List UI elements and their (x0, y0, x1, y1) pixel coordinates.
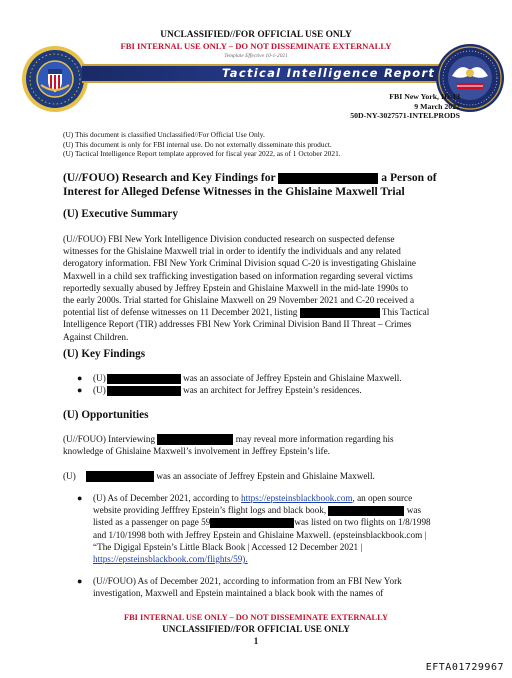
body-line: Maxwell in a child sex trafficking investigation based on information regarding several victims (63, 270, 413, 281)
body-line: (U//FOUO) FBI New York Intelligence Division conducted research on suspected defense (63, 234, 395, 244)
source-link[interactable]: https://epsteinsblackbook.com (240, 493, 353, 503)
body-line: the early 2000s. Trial started for Ghislaine Maxwell on 29 November 2021 and C-20 received a (63, 295, 415, 306)
body-line: derogatory information. FBI New York Criminal Division squad C-20 is investigating Ghislaine (63, 258, 416, 269)
opportunities-heading: (U) Opportunities (63, 409, 149, 421)
list-item: ● (U) was an associate of Jeffrey Epstein and Ghislaine Maxwell. (77, 373, 402, 383)
bullet-icon: ● (77, 373, 83, 383)
bullet-icon: ● (77, 576, 83, 587)
redaction-box (107, 386, 181, 396)
list-item: ● (U) As of December 2021, according to https://epsteinsblackbook.com, an open source website providing Jefffrey Epstein’s flight logs and black book, was listed as a passenger on page 59 was listed on two flights on 1/8/1998 and 1/10/1998 both with Jeffrey Epstein and Ghislaine Maxwell. (epsteinsblackbook.com | “The Digigal Epstein’s Little Black Book | Accessed 12 December 2021 | https://epsteinsblackbook.com/flights/59). (75, 492, 490, 565)
office-line: FBI New York, ID-13 (389, 92, 460, 101)
bates-number: EFTA01729967 (425, 662, 504, 673)
body-line: knowledge of Ghislaine Maxwell’s involvement in Jeffrey Epstein’s life. (63, 446, 330, 457)
page-number: 1 (253, 636, 259, 646)
bullet-icon: ● (77, 385, 83, 396)
handling-notices (63, 130, 341, 159)
body-line: (U//FOUO) Interviewing may reveal more information regarding his (63, 434, 394, 444)
supporting-bullets (75, 492, 490, 600)
notice-line: (U) Tactical Intelligence Report template approved for fiscal year 2022, as of 1 October 2021. (63, 149, 341, 159)
redaction-box (210, 518, 294, 528)
list-item: ● (U//FOUO) As of December 2021, according to information from an FBI New York investigation, Maxwell and Epstein maintained a black book with the names of (77, 576, 402, 599)
opportunities-body (63, 433, 483, 458)
body-line: potential list of defense witnesses on 11 December 2021, listing This Tactical (63, 307, 430, 318)
redaction-box (328, 506, 404, 516)
notice-line: (U) This document is classified Unclassified//For Official Use Only. (63, 130, 265, 139)
date-line: 9 March 2022 (414, 101, 460, 111)
body-line: Against Children. (63, 331, 129, 342)
file-number-line: 50D-NY-3027571-INTELPRODS (350, 111, 460, 121)
notice-line: (U) This document is only for FBI internal use. Do not externally disseminate this product. (63, 139, 332, 149)
title-part-3: Interest for Alleged Defense Witnesses in the Ghislaine Maxwell Trial (63, 185, 405, 198)
fbi-seal-logo (21, 45, 89, 113)
internal-use-banner-bottom: FBI INTERNAL USE ONLY – DO NOT DISSEMINATE EXTERNALLY (123, 613, 389, 622)
body-line: Intelligence Report (TIR) addresses FBI New York Criminal Division Band II Threat – Crimes (63, 319, 412, 330)
key-findings-list (75, 372, 485, 396)
executive-summary-body (63, 233, 483, 343)
template-effective-note: Template Effective 10-1-2021 (224, 53, 288, 59)
redaction-box (86, 471, 154, 482)
document-meta-block (350, 92, 460, 121)
report-type-banner (82, 64, 442, 83)
body-line: reportedly sexually abused by Jeffrey Epstein and Ghislaine Maxwell in the mid-late 1990s to (63, 282, 409, 293)
redaction-box (107, 374, 181, 384)
redaction-box (300, 308, 380, 318)
body-line: witnesses for the Ghislaine Maxwell trial in order to identify the individuals and any related (63, 246, 401, 257)
internal-use-banner-top: FBI INTERNAL USE ONLY – DO NOT DISSEMINATE EXTERNALLY (120, 41, 392, 51)
key-findings-heading: (U) Key Findings (63, 348, 146, 360)
list-item: ● (U) was an architect for Jeffrey Epstein’s residences. (77, 385, 362, 396)
redaction-box (278, 173, 378, 184)
title-part-1: (U//FOUO) Research and Key Findings for (63, 171, 276, 184)
redaction-box (157, 434, 233, 445)
classification-banner-bottom: UNCLASSIFIED//FOR OFFICIAL USE ONLY (162, 624, 350, 634)
executive-summary-heading: (U) Executive Summary (63, 208, 178, 220)
opportunities-para-2: (U) was an associate of Jeffrey Epstein and Ghislaine Maxwell. (63, 471, 375, 481)
title-part-2: a Person of (381, 171, 437, 184)
bullet-icon: ● (77, 493, 83, 503)
document-title (63, 171, 483, 199)
report-type-title: Tactical Intelligence Report (222, 66, 436, 80)
flights-link[interactable]: https://epsteinsblackbook.com/flights/59). (93, 554, 248, 565)
classification-banner-top: UNCLASSIFIED//FOR OFFICIAL USE ONLY (160, 30, 352, 40)
